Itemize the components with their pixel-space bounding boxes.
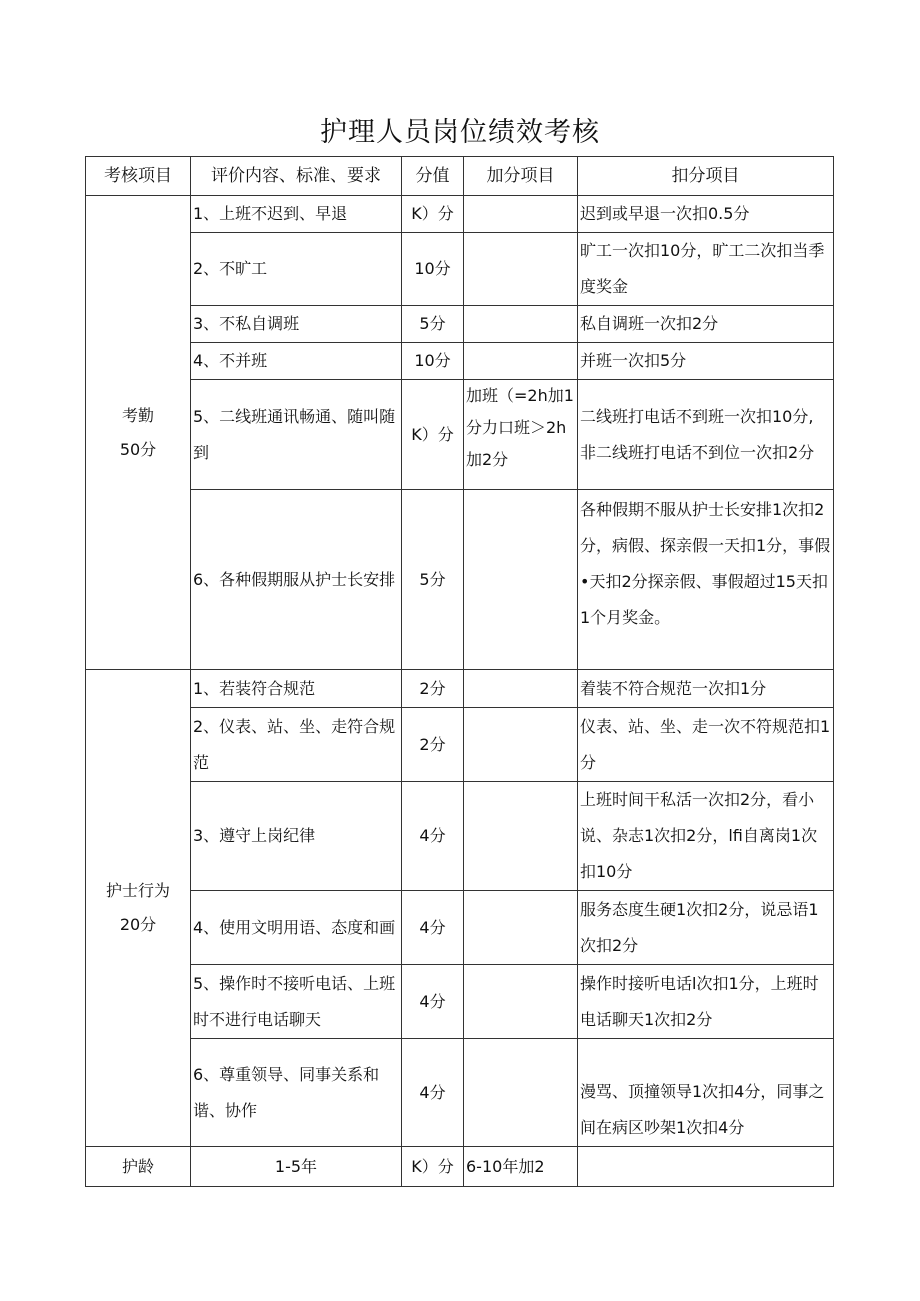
table-row — [86, 490, 834, 670]
category-attendance — [86, 196, 191, 670]
bonus-text — [464, 233, 578, 306]
criteria-text: 5、操作时不接听电话、上班时不进行电话聊天 — [191, 965, 402, 1039]
score-value: 4分 — [402, 891, 464, 965]
bonus-text-clip: 加班（=2h加1分力口班＞2h 加2分 — [466, 386, 574, 469]
bonus-text — [464, 196, 578, 233]
category-score: 20分 — [119, 915, 157, 934]
bonus-text — [464, 490, 578, 670]
table-row — [86, 306, 834, 343]
header-score: 分值 — [402, 157, 464, 196]
criteria-text: 1-5年 — [191, 1147, 402, 1187]
criteria-text: 4、不并班 — [191, 343, 402, 380]
criteria-text: 2、仪表、站、坐、走符合规范 — [191, 708, 402, 782]
bonus-text — [464, 343, 578, 380]
table-row — [86, 708, 834, 782]
criteria-text: 4、使用文明用语、态度和画 — [191, 891, 402, 965]
score-value: 2分 — [402, 708, 464, 782]
category-seniority: 护龄 — [86, 1147, 191, 1187]
criteria-text: 3、不私自调班 — [191, 306, 402, 343]
assessment-table — [85, 156, 834, 1187]
table-row — [86, 233, 834, 306]
deduction-text: 并班一次扣5分 — [578, 343, 834, 380]
category-name: 护士行为 — [105, 881, 170, 900]
table-row — [86, 380, 834, 490]
bonus-text — [464, 306, 578, 343]
deduction-text: 上班时间干私活一次扣2分，看小说、杂志1次扣2分，lfi自离岗1次扣10分 — [578, 782, 834, 891]
deduction-text: 仪表、站、坐、走一次不符规范扣1分 — [578, 708, 834, 782]
criteria-text: 6、各种假期服从护士长安排 — [191, 490, 402, 670]
category-behavior — [86, 670, 191, 1147]
table-row — [86, 891, 834, 965]
table-row — [86, 1039, 834, 1147]
criteria-text: 1、若装符合规范 — [191, 670, 402, 708]
score-value: 5分 — [402, 306, 464, 343]
score-value: 4分 — [402, 782, 464, 891]
table-row — [86, 196, 834, 233]
header-category: 考核项目 — [86, 157, 191, 196]
header-bonus: 加分项目 — [464, 157, 578, 196]
criteria-text: 1、上班不迟到、早退 — [191, 196, 402, 233]
table-row — [86, 670, 834, 708]
deduction-text: 着装不符合规范一次扣1分 — [578, 670, 834, 708]
criteria-text: 3、遵守上岗纪律 — [191, 782, 402, 891]
deduction-text: 私自调班一次扣2分 — [578, 306, 834, 343]
bonus-text — [464, 380, 578, 490]
score-value: K）分 — [402, 380, 464, 490]
table-row — [86, 1147, 834, 1187]
deduction-text: 各种假期不服从护士长安排1次扣2分，病假、探亲假一天扣1分，事假•天扣2分探亲假、事假超过15天扣1个月奖金。 — [578, 490, 834, 670]
table-row — [86, 965, 834, 1039]
score-value: 4分 — [402, 1039, 464, 1147]
deduction-text: 迟到或早退一次扣0.5分 — [578, 196, 834, 233]
deduction-text: 旷工一次扣10分，旷工二次扣当季度奖金 — [578, 233, 834, 306]
score-value: 5分 — [402, 490, 464, 670]
header-deduction: 扣分项目 — [578, 157, 834, 196]
deduction-text — [578, 1147, 834, 1187]
header-content: 评价内容、标准、要求 — [191, 157, 402, 196]
criteria-text: 6、尊重领导、同事关系和谐、协作 — [191, 1039, 402, 1147]
page-title: 护理人员岗位绩效考核 — [320, 117, 600, 148]
table-row — [86, 782, 834, 891]
bonus-text: 6-10年加2 — [464, 1147, 578, 1187]
table-row — [86, 343, 834, 380]
category-score: 50分 — [119, 439, 157, 459]
criteria-text: 5、二线班通讯畅通、随叫随到 — [191, 380, 402, 490]
header-row — [86, 157, 834, 196]
bonus-text — [464, 782, 578, 891]
score-value: 4分 — [402, 965, 464, 1039]
score-value: 2分 — [402, 670, 464, 708]
score-value: K）分 — [402, 196, 464, 233]
bonus-text — [464, 891, 578, 965]
bonus-text — [464, 1039, 578, 1147]
bonus-text — [464, 670, 578, 708]
score-value: 10分 — [402, 343, 464, 380]
score-value: 10分 — [402, 233, 464, 306]
score-value: K）分 — [402, 1147, 464, 1187]
bonus-text — [464, 708, 578, 782]
category-name: 考勤 — [121, 405, 154, 425]
deduction-text: 服务态度生硬1次扣2分，说忌语1次扣2分 — [578, 891, 834, 965]
deduction-text: 二线班打电话不到班一次扣10分, 非二线班打电话不到位一次扣2分 — [578, 380, 834, 490]
bonus-text — [464, 965, 578, 1039]
deduction-text: 操作时接听电话l次扣1分，上班时电话聊天1次扣2分 — [578, 965, 834, 1039]
deduction-text: 漫骂、顶撞领导1次扣4分，同事之间在病区吵架1次扣4分 — [578, 1039, 834, 1147]
criteria-text: 2、不旷工 — [191, 233, 402, 306]
